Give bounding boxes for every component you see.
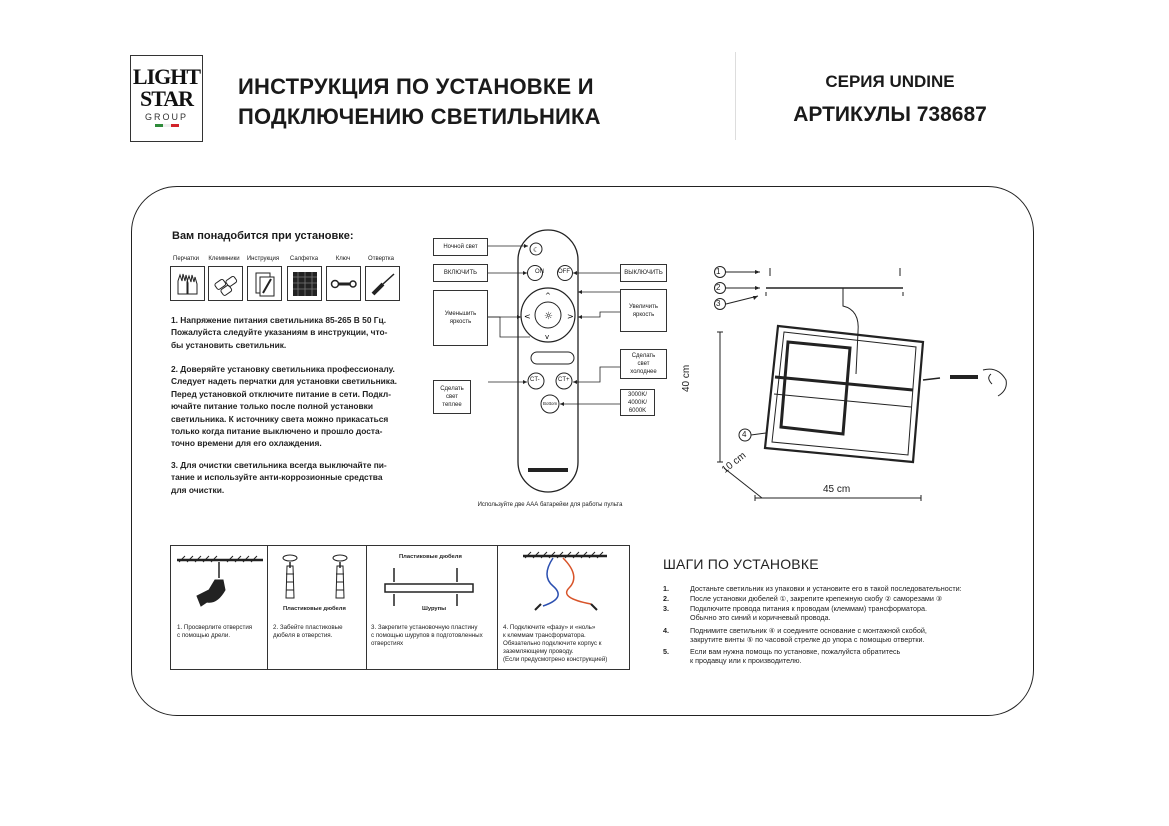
step-text: Подключите провода питания к проводам (клеммам) трансформатора. Обычно это синий и коричневый провода. [690,604,927,622]
logo-line1: LIGHT [132,64,201,89]
tool-label: Салфетка [289,256,319,262]
step-number: 3. [663,604,669,613]
step-text: Достаньте светильник из упаковки и установите его в такой последовательности: [690,584,962,593]
tool-label: Инструкция [246,256,280,262]
svg-text:v: v [545,333,550,341]
tool-label: Ключ [335,256,351,262]
btn-off-label: OFF [558,269,570,275]
logo-group: GROUP [144,112,188,122]
callout-3: 3 [716,299,721,308]
gloves-icon [170,266,205,301]
note-professional: 2. Доверяйте установку светильника профессионалу. Следует надеть перчатки для установки светильника. Перед установкой отключите питание в сети. Подкл- ючайте питание только после полной установки светильника. К источнику света можно прикасаться только когда питание выключено и прошло доста- точно времени для его охлаждения. [171,364,397,449]
warmer-box: Сделать свет теплее [433,380,471,414]
btn-ct-plus-label: CT+ [558,377,570,383]
step-text: Поднимите светильник ④ и соедините основание с монтажной скобой, закрутите винты ⑤ по часовой стрелке до упора с помощью отвертки. [690,626,927,644]
tool-label: Перчатки [173,256,199,262]
btn-on-label: ON [535,269,544,275]
step-number: 2. [663,594,669,603]
step-text: После установки дюбелей ①, закрепите крепежную скобу ② саморезами ③ [690,594,943,603]
step-number: 4. [663,626,669,635]
btn-ct-minus-label: CT- [530,377,540,383]
power-off-box: ВЫКЛЮЧИТЬ [620,264,667,282]
article-number: АРТИКУЛЫ 738687 [793,103,987,126]
step-item [663,594,1010,603]
cloth-icon [287,266,322,301]
product-diagram [708,262,1034,508]
step-item [663,604,1010,622]
wrench-icon [326,266,361,301]
dim-depth: 10 cm [720,450,749,476]
dim-box: Уменьшить яркость [433,290,488,346]
step-item [663,647,1010,665]
caption-dowels: 2. Забейте пластиковые дюбеля в отверстия. [273,624,343,639]
svg-text:☼: ☼ [544,311,553,322]
screwdriver-icon [365,266,400,301]
note-cleaning: 3. Для очистки светильника всегда выключайте пи- тание и используйте анти-коррозионные средства для очистки. [171,460,387,495]
step-text: Если вам нужна помощь по установке, пожалуйста обратитесь к продавцу или к производителю. [690,647,901,665]
series-label: СЕРИЯ UNDINE [825,72,955,91]
title-line2: ПОДКЛЮЧЕНИЮ СВЕТИЛЬНИКА [238,104,601,129]
note-voltage: 1. Напряжение питания светильника 85-265 В 50 Гц. Пожалуйста следуйте указаниям в инструкции, что- бы установить светильник. [171,315,388,350]
logo-line2: STAR [139,86,194,111]
night-light-box: Ночной свет [433,238,488,256]
brighten-box: Увеличить яркость [620,289,667,332]
callout-2: 2 [716,283,721,292]
plate-dowels-label: Пластиковые дюбеля [399,554,462,560]
caption-drill: 1. Просверлите отверстия с помощью дрели. [177,624,253,639]
svg-text:>: > [567,312,574,321]
tool-label: Клеммники [208,256,240,262]
screws-label: Шурупы [422,606,447,612]
tools-heading: Вам понадобится при установке: [172,230,354,242]
svg-text:<: < [524,312,531,321]
step-number: 1. [663,584,669,593]
dowels-label: Пластиковые дюбеля [283,606,346,612]
steps-title: ШАГИ ПО УСТАНОВКЕ [663,556,819,572]
dim-width: 45 cm [823,484,851,495]
flag-icon [131,124,202,127]
cooler-box: Сделать свет холоднее [620,349,667,379]
svg-text:☾: ☾ [533,246,540,254]
step-item [663,626,1010,644]
brand-logo [130,55,203,142]
terminals-icon [208,266,243,301]
dim-height: 40 cm [681,364,692,392]
caption-wiring: 4. Подключите «фазу» и «ноль» к клеммам трансформатора. Обязательно подключите корпус к заземляющему проводу. (Если предусмотрено конструкцией) [503,624,608,663]
battery-note: Используйте две ААА батарейки для работы пульта [477,502,623,508]
title-line1: ИНСТРУКЦИЯ ПО УСТАНОВКЕ И [238,74,594,99]
btn-bottom-label: Bottom [543,401,558,406]
tool-label: Отвертка [368,256,394,262]
svg-text:^: ^ [545,292,551,300]
cct-box: 3000K/ 4000K/ 6000K [620,389,655,416]
caption-plate: 3. Закрепите установочную пластину с помощью шурупов в подготовленных отверстиях [371,624,483,647]
header-divider [735,52,736,140]
callout-4: 4 [742,430,747,439]
step-item [663,584,1010,593]
step-number: 5. [663,647,669,656]
manual-icon [247,266,282,301]
power-on-box: ВКЛЮЧИТЬ [433,264,488,282]
document-title [238,72,601,132]
callout-1: 1 [716,267,721,276]
